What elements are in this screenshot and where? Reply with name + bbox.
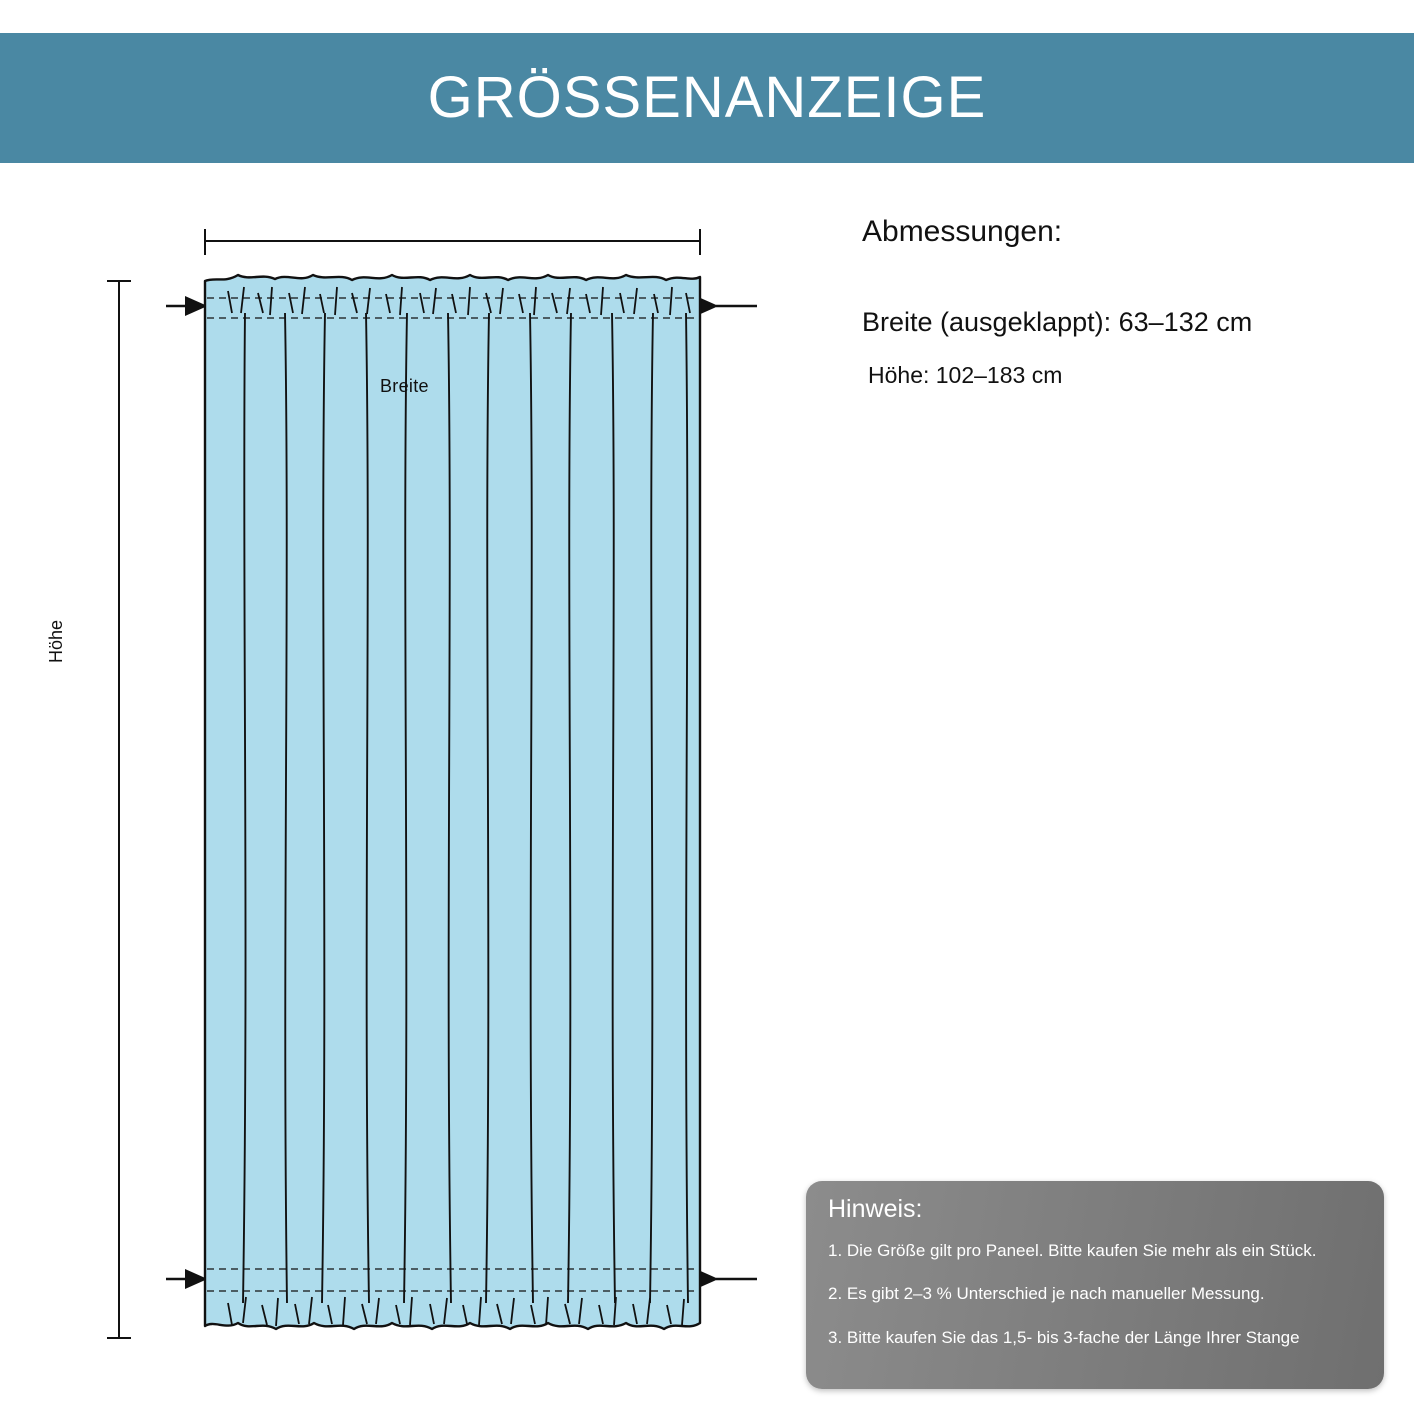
height-dimension-line xyxy=(107,281,131,1338)
curtain-panel-body xyxy=(205,275,700,1329)
notes-title: Hinweis: xyxy=(828,1195,923,1223)
header-banner xyxy=(0,33,1414,163)
notes-box xyxy=(806,1181,1384,1389)
page-title: GRÖSSENANZEIGE xyxy=(427,65,987,130)
width-label: Breite xyxy=(380,376,429,396)
note-item-1: 1. Die Größe gilt pro Paneel. Bitte kaufen Sie mehr als ein Stück. xyxy=(828,1241,1317,1260)
height-label: Höhe xyxy=(46,619,66,663)
note-item-2: 2. Es gibt 2–3 % Unterschied je nach manueller Messung. xyxy=(828,1284,1265,1304)
dimensions-heading: Abmessungen: xyxy=(862,215,1063,248)
dimension-height: Höhe: 102–183 cm xyxy=(868,362,1063,388)
note-item-3: 3. Bitte kaufen Sie das 1,5- bis 3-fache der Länge Ihrer Stange xyxy=(828,1327,1300,1347)
width-dimension-line xyxy=(205,229,700,255)
dimension-width: Breite (ausgeklappt): 63–132 cm xyxy=(862,307,1253,337)
dimensions-block xyxy=(862,215,1362,389)
